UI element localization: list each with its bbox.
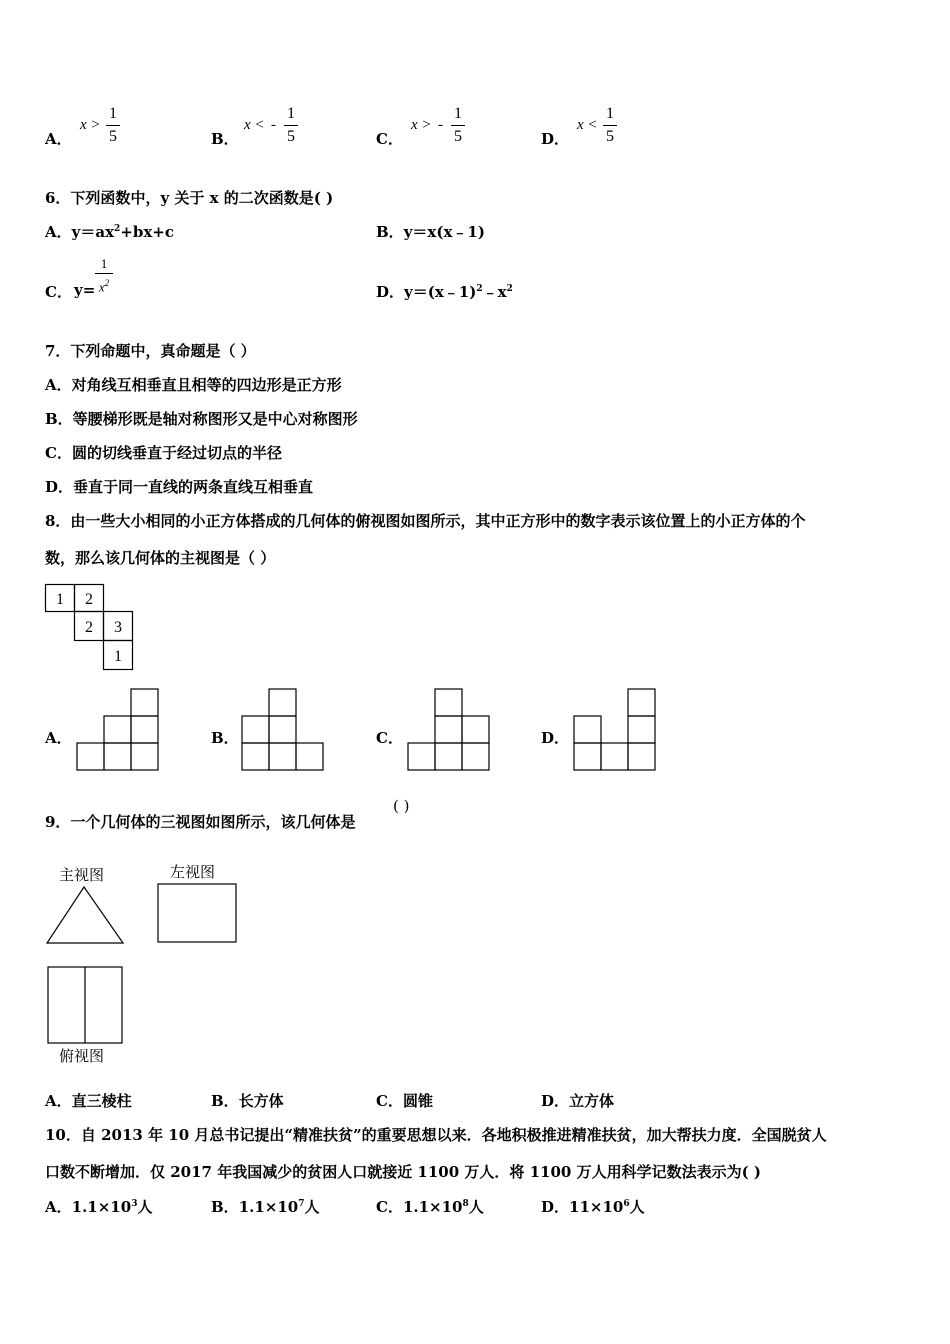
- q7-option-a[interactable]: A．对角线互相垂直且相等的四边形是正方形: [45, 376, 342, 394]
- q5-option-c-fraction: 1 5: [451, 104, 465, 147]
- front-view-label: 主视图: [59, 866, 105, 884]
- q5-option-a-letter: A．: [45, 130, 72, 148]
- q6-option-d-exp2: 2: [506, 284, 513, 294]
- q6-option-b[interactable]: [376, 221, 485, 242]
- top-view-label: 俯视图: [59, 1047, 105, 1065]
- q9-answer-paren: ( ): [393, 797, 410, 815]
- q6-option-a-text: y＝ax: [71, 223, 115, 241]
- q7-option-b[interactable]: B．等腰梯形既是轴对称图形又是中心对称图形: [45, 410, 358, 428]
- grid-cell-number: 2: [85, 619, 93, 636]
- side-view-label: 左视图: [170, 863, 216, 881]
- q5-option-b-letter: B．: [211, 130, 239, 148]
- q8-option-a-letter[interactable]: A．: [45, 729, 72, 747]
- grid-cell-number: 3: [114, 619, 122, 636]
- q9-option-d[interactable]: D．立方体: [541, 1092, 615, 1110]
- q6-option-c-text: y=: [74, 281, 96, 299]
- q7-stem: 7．下列命题中，真命题是（ ）: [45, 342, 256, 360]
- q5-option-d-fraction: 1 5: [603, 104, 617, 147]
- q8-option-c-figure[interactable]: [407, 688, 491, 772]
- q6-option-b-letter: B．: [376, 223, 404, 241]
- front-view-triangle: [45, 884, 127, 946]
- grid-cell-number: 2: [85, 591, 93, 608]
- q6-option-b-text: y＝x(x﹣1): [403, 223, 485, 241]
- q8-option-d-figure[interactable]: [573, 688, 657, 772]
- q8-stem-line2: 数，那么该几何体的主视图是（ ）: [45, 549, 276, 567]
- q8-option-b-figure[interactable]: [241, 688, 325, 772]
- q6-option-a-letter: A．: [45, 223, 72, 241]
- q5-option-c-neg: -: [438, 117, 443, 133]
- q5-option-a-fraction: 1 5: [106, 104, 120, 147]
- q10-stem-line2: 口数不断增加．仅 2017 年我国减少的贫困人口就接近 1100 万人．将 1100 万人用科学记数法表示为( ): [45, 1163, 761, 1181]
- side-view-rectangle: [157, 883, 239, 945]
- q10-option-b[interactable]: B．$1.1\times 10^7$人: [211, 1198, 320, 1216]
- q6-stem: 6．下列函数中，y 关于 x 的二次函数是( ): [45, 189, 334, 207]
- q5-option-b-fraction: 1 5: [284, 104, 298, 147]
- q8-option-a-figure[interactable]: [76, 688, 160, 772]
- q10-option-a[interactable]: A．$1.1\times 10^3$人: [45, 1198, 153, 1216]
- q6-option-c-fraction: 1 $x^2$: [95, 256, 113, 295]
- q6-option-d-letter: D．: [376, 283, 405, 301]
- q8-top-view-grid: [45, 584, 135, 674]
- q6-option-d[interactable]: [376, 281, 513, 302]
- q6-option-a[interactable]: [45, 221, 174, 242]
- q9-stem: 9．一个几何体的三视图如图所示，该几何体是: [45, 813, 356, 831]
- grid-cell-number: 1: [114, 648, 122, 665]
- q6-option-d-exp1: 2: [476, 284, 483, 294]
- q7-option-d[interactable]: D．垂直于同一直线的两条直线互相垂直: [45, 478, 314, 496]
- q10-stem-line1: 10．自 2013 年 10 月总书记提出“精准扶贫”的重要思想以来．各地积极推进精准扶贫，加大帮扶力度．全国脱贫人: [45, 1126, 827, 1144]
- q8-option-c-letter[interactable]: C．: [376, 729, 403, 747]
- q5-option-d-lhs: x <: [577, 117, 598, 133]
- grid-cell-number: 1: [56, 591, 64, 608]
- q5-option-d-letter: D．: [541, 130, 570, 148]
- q9-option-a[interactable]: A．直三棱柱: [45, 1092, 132, 1110]
- q5-option-c-letter: C．: [376, 130, 403, 148]
- q10-option-c[interactable]: C．$1.1\times 10^8$人: [376, 1198, 484, 1216]
- q9-option-b[interactable]: B．长方体: [211, 1092, 284, 1110]
- q6-option-a-text-after: +bx+c: [120, 223, 174, 241]
- q5-option-b-neg: -: [271, 117, 276, 133]
- q5-option-b-lhs: x <: [244, 117, 265, 133]
- q10-option-d[interactable]: D．$11\times 10^6$人: [541, 1198, 645, 1216]
- q6-option-c-letter: C．: [45, 283, 72, 301]
- q9-option-c[interactable]: C．圆锥: [376, 1092, 433, 1110]
- q5-option-a-lhs: x >: [80, 117, 101, 133]
- q6-option-d-text-mid: ﹣x: [482, 283, 507, 301]
- q8-stem-line1: 8．由一些大小相同的小正方体搭成的几何体的俯视图如图所示，其中正方形中的数字表示该位置上的小正方体的个: [45, 512, 806, 530]
- q8-option-d-letter[interactable]: D．: [541, 729, 570, 747]
- q8-option-b-letter[interactable]: B．: [211, 729, 239, 747]
- q5-option-c-lhs: x >: [411, 117, 432, 133]
- q6-option-d-text: y＝(x﹣1): [404, 283, 477, 301]
- top-view-rectangle: [47, 966, 125, 1046]
- q7-option-c[interactable]: C．圆的切线垂直于经过切点的半径: [45, 444, 282, 462]
- q6-option-a-exp: 2: [114, 224, 121, 234]
